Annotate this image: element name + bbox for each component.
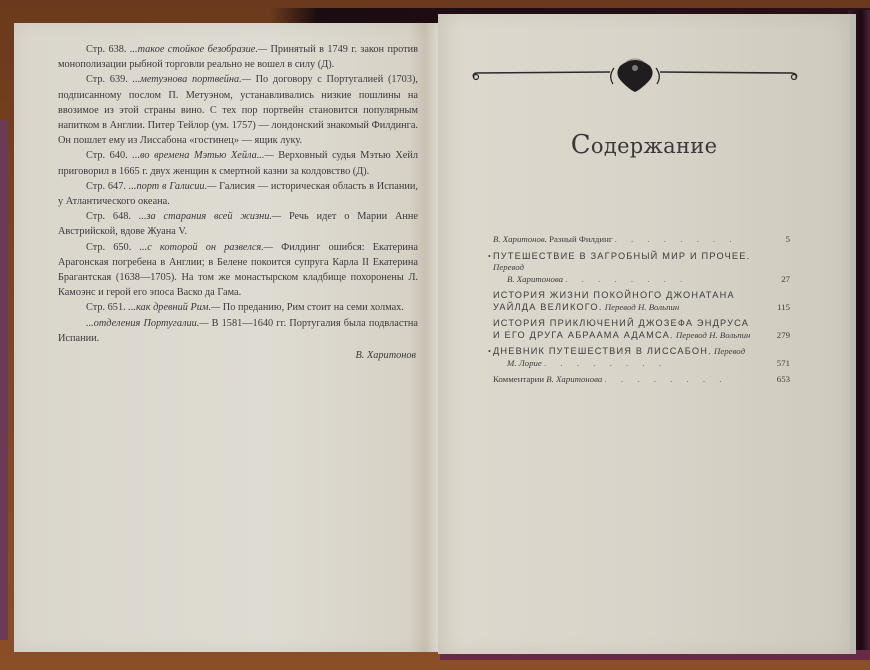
toc-page-number: 27 [781,273,790,284]
note-lemma: ...метуэнова портвейна.— [132,74,251,86]
title-initial: С [570,130,591,160]
toc-title: ДНЕВНИК ПУТЕШЕСТВИЯ В ЛИССАБОН. [493,346,712,356]
toc-page-number: 115 [777,301,790,312]
ornament-divider-icon [470,52,800,94]
toc-title: Комментарии [493,374,545,384]
toc-entry[interactable] [493,318,790,341]
note-ref: Стр. 639. [86,74,128,86]
page-stack-edge [850,14,856,654]
toc-translator: В. Харитонова [546,374,603,384]
note-lemma: ...отделения Португалии.— [86,317,209,329]
note-lemma: ...во времена Мэтью Хейла...— [132,150,274,162]
toc-translator-label: Перевод [714,346,746,356]
toc-entry[interactable] [488,346,790,369]
note-ref: Стр. 640. [86,150,128,162]
note [58,300,418,315]
note [58,42,418,72]
note-ref: Стр. 648. [86,211,131,223]
toc-entry[interactable] [493,234,790,246]
note-lemma: ...порт в Галисии.— [128,180,217,192]
commentary-signature: В. Харитонов [355,350,416,362]
note [58,240,418,301]
toc-title: Разный Филдинг [549,234,613,244]
note-text: По договору с Португалией (1703), подписанному послом П. Метуэном, устанавливались низкие пошлины на ввозимое из этой страны вино. С тех пор портвейн становится популярным напитком в Англии. Питер Тейлор (ум. 1757) — лондонский знакомый Филдинга. Он пошлет ему из Лиссабона «гостинец» — ящик луку. [58,74,418,147]
toc-page-number: 5 [785,234,790,244]
book-cover-left-edge [0,120,8,640]
toc-leader-dots: . . . . . . . . [565,273,689,284]
note-text: Верховный судья Мэтью Хейл приговорил в 1665 г. двух женщин к смертной казни за колдовство (Д). [58,150,418,177]
table-of-contents [488,234,790,391]
note-text: Принятый в 1749 г. закон против монополизации рыбной торговли реально не вошел в силу (Д). [58,44,418,71]
toc-entry[interactable] [493,374,790,386]
toc-title: ПУТЕШЕСТВИЕ В ЗАГРОБНЫЙ МИР И ПРОЧЕЕ. [493,250,751,261]
toc-leader-dots: . . . . . . . . [544,357,667,368]
toc-translator: Н. Вольпин [709,329,751,340]
toc-leader-dots: . . . . . . . . [614,234,738,244]
page-title [438,130,850,160]
toc-entry[interactable] [488,250,790,286]
note-text: В 1581—1640 гг. Португалия была подвластна Испании. [58,317,419,344]
note-lemma: ...такое стойкое безобразие.— [129,44,268,55]
toc-title: ИСТОРИЯ ЖИЗНИ ПОКОЙНОГО ДЖОНАТАНА УАЙЛДА ВЕЛИКОГО. [493,290,735,312]
note [58,209,418,239]
note-ref: Стр. 638. [86,44,127,55]
title-rest: одержание [590,134,718,158]
bullet-icon: • [488,251,491,261]
note-ref: Стр. 650. [86,241,132,253]
toc-translator-label: Перевод [493,262,524,272]
toc-translator-label: Перевод [675,329,707,340]
bullet-icon: • [488,347,491,356]
toc-page-number: 571 [776,357,790,368]
note-lemma: ...как древний Рим.— [128,302,221,314]
toc-leader-dots: . . . . . . . . [604,374,728,384]
toc-translator: М. Лорие [507,357,542,368]
note-lemma: ...с которой он развелся.— [139,241,273,253]
commentary-notes [58,42,418,363]
note-lemma: ...за старания всей жизни.— [138,211,282,223]
note [58,148,418,178]
toc-translator-label: Перевод [604,301,636,312]
toc-page-number: 653 [776,374,790,384]
note [58,72,418,148]
toc-author: В. Харитонов. [493,234,547,244]
note-ref: Стр. 647. [86,180,126,192]
note-text: Филдинг ошибся: Екатерина Арагонская погребена в Англии; в Белене покоится супруга Карла II Екатерина Брагантская (1638—1705). На том же монастырском кладбище похоронены Л. Камоэнс и герой его эпоса Васко да Гама. [58,241,418,299]
note-text: Речь идет о Марии Анне Австрийской, вдове Жуана V. [58,211,419,238]
toc-page-number: 279 [776,329,790,340]
note-text: По преданию, Рим стоит на семи холмах. [220,302,404,314]
note-ref: Стр. 651. [86,302,126,314]
toc-title: ИСТОРИЯ ПРИКЛЮЧЕНИЙ ДЖОЗЕФА ЭНДРУСА И ЕГО ДРУГА АБРААМА АДАМСА. [493,318,750,340]
note [58,316,418,346]
toc-entry[interactable] [493,290,790,313]
toc-translator: В. Харитонова [507,273,564,284]
note-text: Галисия — историческая область в Испании, у Атлантического океана. [58,180,418,208]
note [58,179,418,209]
toc-translator: Н. Вольпин [637,301,680,312]
